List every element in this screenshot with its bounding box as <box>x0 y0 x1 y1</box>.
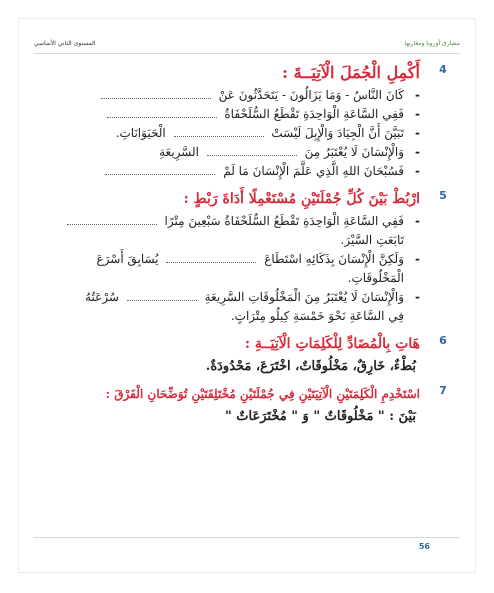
list-item-continuation <box>34 307 420 326</box>
blank-field[interactable] <box>107 107 217 118</box>
sentence-text: فَفِي السَّاعَةِ الْوَاحِدَةِ تَقْطَعُ السُّلَحْفَاةُ <box>224 107 404 121</box>
exercise-number: 6 <box>439 334 447 347</box>
list-item <box>34 212 420 231</box>
bullet-dash: - <box>415 107 420 121</box>
page-number: 56 <box>418 542 430 551</box>
footer-divider <box>34 537 460 538</box>
sentence-text: فَسُبْحَانَ اللهِ الَّذِي عَلَّمَ الْإِنْسَانَ مَا لَمْ <box>223 164 404 178</box>
list-item-continuation <box>34 269 420 288</box>
blank-field[interactable] <box>127 290 197 301</box>
exercise-4-header <box>34 60 447 86</box>
exercise-5-header <box>34 186 447 212</box>
exercises <box>34 60 447 431</box>
word-list: بُطْءٌ، خَارِقٌ، مَخْلُوقَاتٌ، اخْتَرَعَ، مَحْدُودَةٌ. <box>205 359 416 374</box>
blank-field[interactable] <box>105 164 215 175</box>
list-item <box>34 124 420 143</box>
blank-field[interactable] <box>67 214 157 225</box>
exercise-5 <box>34 186 447 326</box>
header-book-title: مشارق أوروبا ومغاربها <box>404 40 460 47</box>
sentence-tail: سُرْعَتُهُ <box>85 290 119 304</box>
sentence-text: وَالْإِنْسَانَ لَا يُعْتَبَرُ مِنَ الْمَخْلُوقَاتِ السَّرِيعَةِ <box>204 290 404 304</box>
exercise-number: 4 <box>439 63 447 76</box>
header-level-text: المستوى الثاني الأساسي <box>34 40 96 47</box>
bullet-dash: - <box>415 126 420 140</box>
list-item <box>34 250 420 269</box>
bullet-dash: - <box>415 145 420 159</box>
list-item <box>34 143 420 162</box>
exercise-title: هَاتِ بِالْمُضَادِّ لِلْكَلِمَاتِ الْآتِيَــةِ : <box>244 336 420 352</box>
exercise-7-header <box>34 381 447 407</box>
exercise-title: اسْتَخْدِمِ الْكَلِمَتَيْنِ الْآتِيَتَيْنِ فِي جُمْلَتَيْنِ مُخْتَلِفَتَيْنِ تُوَضِّحَانِ الْفَرْقَ : <box>105 387 420 401</box>
blank-field[interactable] <box>101 88 211 99</box>
bullet-dash: - <box>415 164 420 178</box>
page-header <box>34 40 460 52</box>
sentence-text: فِي السَّاعَةِ نَحْوَ خَمْسَةِ كِيلُو مِتْرَاتٍ. <box>230 309 404 323</box>
blank-field[interactable] <box>174 126 264 137</box>
exercise-4 <box>34 60 447 181</box>
exercise-7 <box>34 381 447 426</box>
list-item-continuation <box>34 231 420 250</box>
exercise-6 <box>34 331 447 376</box>
list-item <box>34 105 420 124</box>
exercise-number: 7 <box>439 384 447 397</box>
sentence-text: وَالْإِنْسَانَ لَا يُعْتَبَرُ مِنَ <box>304 145 404 159</box>
blank-field[interactable] <box>166 252 256 263</box>
sentence-tail: السَّرِيعَةِ <box>159 145 200 159</box>
sentence-tail: الْحَيَوَانَاتِ. <box>115 126 166 140</box>
list-item <box>34 86 420 105</box>
sentence-text: وَلَكِنَّ الْإِنْسَانَ بِذَكَائِهِ اسْتَطَاعَ <box>264 252 404 266</box>
bullet-dash: - <box>415 214 420 228</box>
exercise-title: ارْبُطْ بَيْنَ كُلِّ جُمْلَتَيْنِ مُسْتَعْمِلًا أَدَاةَ رَبْطٍ : <box>183 191 420 207</box>
word-pair: بَيْنَ : " مَخْلُوقَاتٌ " وَ " مُخْتَرَعَاتٌ " <box>224 409 416 424</box>
bullet-dash: - <box>415 252 420 266</box>
sentence-text: فَفِي السَّاعَةِ الْوَاحِدَةِ تَقْطَعُ السُّلَحْفَاةُ سَبْعِينَ مِتْرًا <box>164 214 404 228</box>
sentence-text: الْمَخْلُوقَاتِ. <box>347 271 404 285</box>
exercise-number: 5 <box>439 189 447 202</box>
exercise-title: أَكْمِلِ الْجُمَلَ الْآتِيَــةَ : <box>282 63 420 82</box>
blank-field[interactable] <box>207 145 297 156</box>
sentence-text: كَانَ النَّاسُ - وَمَا يَزَالُونَ - يَتَحَدَّثُونَ عَنْ <box>218 88 404 102</box>
exercise-6-header <box>34 331 447 357</box>
bullet-dash: - <box>415 88 420 102</box>
sentence-text: تَابَعَتِ السَّيْرَ. <box>340 233 404 247</box>
list-item <box>34 162 420 181</box>
bullet-dash: - <box>415 290 420 304</box>
header-divider <box>34 53 460 54</box>
list-item <box>34 288 420 307</box>
sentence-tail: يُسَابِقَ أَسْرَعَ <box>96 252 159 266</box>
sentence-text: تَبَيَّنَ أَنَّ الْجِيَادَ وَالْإِبِلَ لَيْسَتْ <box>271 126 404 140</box>
